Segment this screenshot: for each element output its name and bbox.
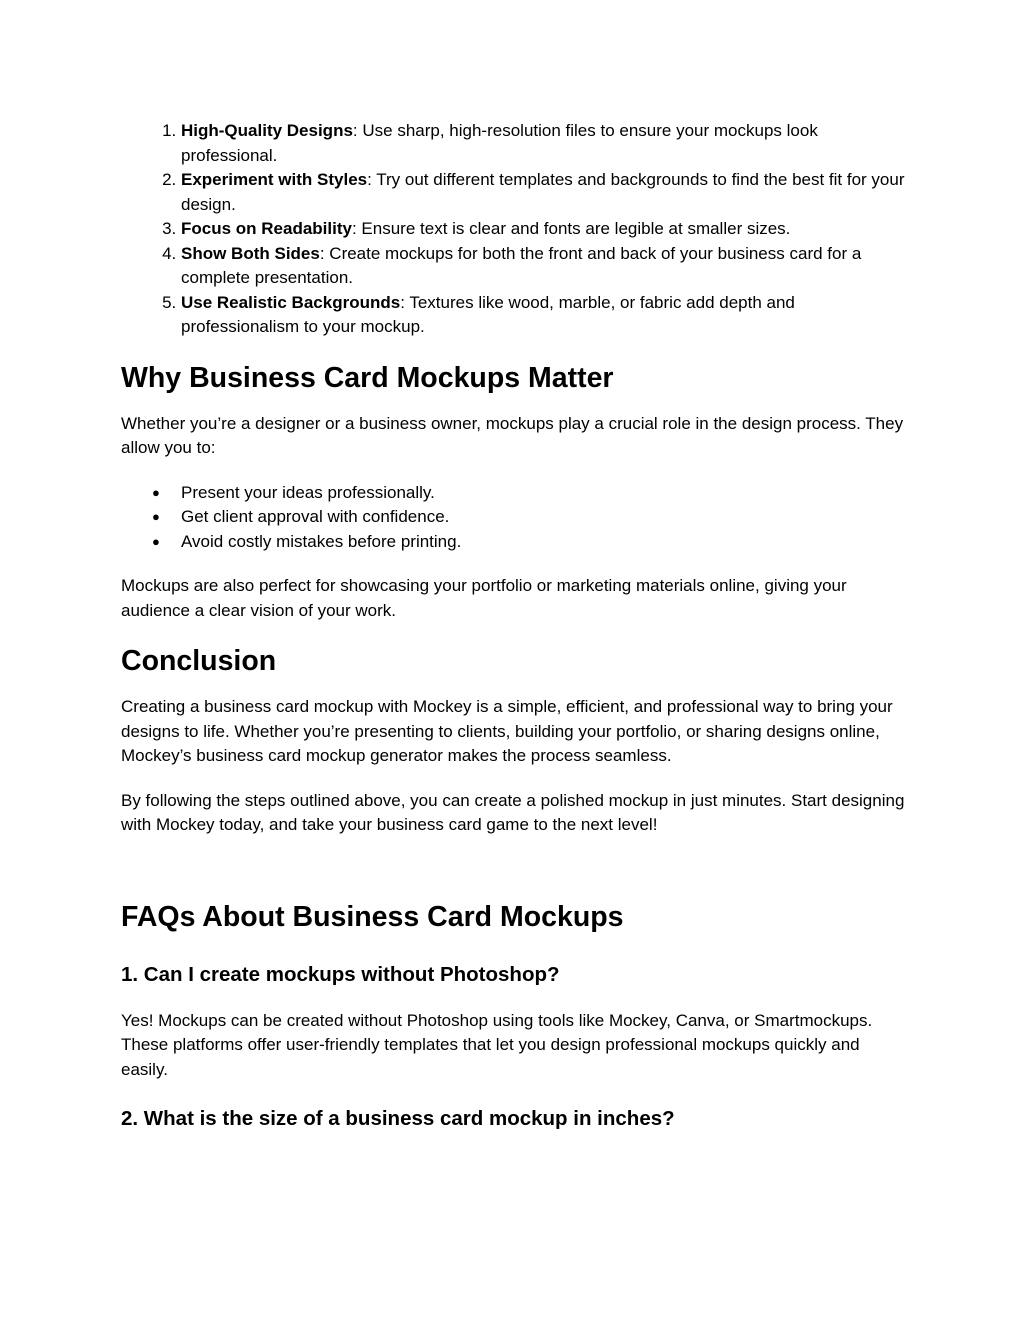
tip-text: : Ensure text is clear and fonts are legible at smaller sizes. [351, 219, 791, 238]
tip-term: Use Realistic Backgrounds [181, 292, 401, 312]
tip-item [181, 291, 911, 340]
list-item: ● Avoid costly mistakes before printing. [181, 530, 911, 555]
faq-answer-1: Yes! Mockups can be created without Photoshop using tools like Mockey, Canva, or Smartmockups. These platforms offer user-friendly templates that let you design professional mockups quickly and easily. [121, 1010, 873, 1079]
why-intro: Whether you’re a designer or a business owner, mockups play a crucial role in the design process. They allow you to: [121, 413, 904, 457]
bullet-icon: ● [152, 533, 160, 549]
faqs-heading: FAQs About Business Card Mockups [121, 900, 624, 933]
document-content [121, 119, 911, 1132]
why-outro: Mockups are also perfect for showcasing your portfolio or marketing materials online, giving your audience a clear vision of your work. [121, 576, 847, 620]
conclusion-paragraph-2: By following the steps outlined above, you can create a polished mockup in just minutes. Start designing with Mockey today, and take your business card game to the next level! [121, 790, 905, 834]
tip-term: Focus on Readability [181, 219, 352, 238]
tip-item [181, 168, 911, 217]
tip-text: : Try out different templates and backgrounds to find the best fit for your design. [181, 170, 905, 214]
tip-text: : Create mockups for both the front and back of your business card for a complete presentation. [181, 243, 862, 287]
conclusion-heading: Conclusion [121, 645, 277, 677]
tip-term: Show Both Sides [181, 243, 320, 263]
tip-item [181, 119, 911, 168]
tips-list [121, 119, 911, 340]
tip-item [181, 242, 911, 291]
tip-item [181, 217, 911, 242]
conclusion-paragraph-1: Creating a business card mockup with Mockey is a simple, efficient, and professional way to bring your designs to life. Whether you’re presenting to clients, building your portfolio, or sharing designs online, Mockey’s business card mockup generator makes the process seamless. [121, 697, 893, 765]
tip-text: : Use sharp, high-resolution files to ensure your mockups look professional. [181, 121, 818, 165]
tip-text: : Textures like wood, marble, or fabric add depth and professionalism to your mockup. [181, 292, 795, 336]
faq-question-2: 2. What is the size of a business card mockup in inches? [121, 1107, 675, 1130]
why-heading: Why Business Card Mockups Matter [121, 361, 614, 394]
list-item: ● Get client approval with confidence. [181, 505, 911, 530]
tip-term: High-Quality Designs [181, 121, 353, 140]
bullet-icon: ● [152, 509, 160, 524]
bullet-icon: ● [152, 484, 160, 500]
benefits-list [121, 481, 911, 555]
tip-term: Experiment with Styles [181, 170, 368, 189]
list-item: ● Present your ideas professionally. [181, 481, 911, 506]
faq-question-1: 1. Can I create mockups without Photoshop? [121, 962, 560, 986]
